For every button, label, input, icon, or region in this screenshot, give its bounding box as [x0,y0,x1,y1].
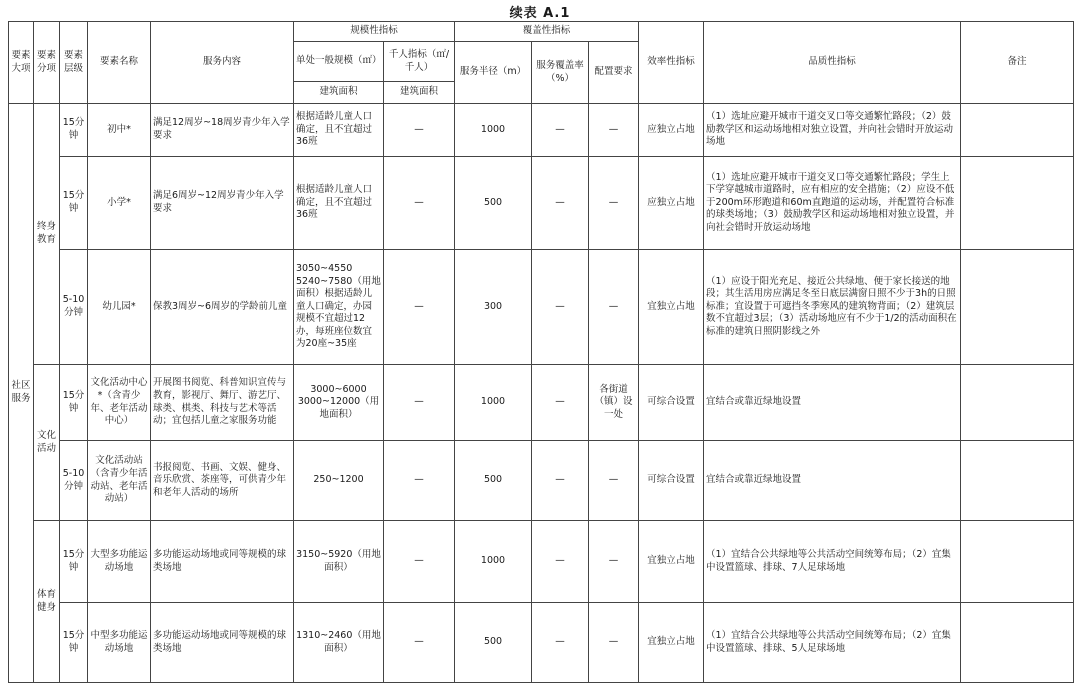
radius-cell: 1000 [455,521,532,603]
config-cell: — [589,521,639,603]
service-cell: 保教3周岁~6周岁的学龄前儿童 [151,250,294,365]
quality-cell: 宜结合或靠近绿地设置 [704,365,961,441]
config-cell: — [589,157,639,250]
scale-cell: 3000~6000 3000~12000（用地面积） [294,365,384,441]
quality-cell: （1）选址应避开城市干道交叉口等交通繁忙路段；学生上下学穿越城市道路时，应有相应的安全措施；（2）应设不低于200m环形跑道和60m直跑道的运动场，并配置符合标准的球类场地；（3）鼓励教学区和运动场地相对独立设置，并向社会错时开放运动场地 [704,157,961,250]
quality-cell: （1）宜结合公共绿地等公共活动空间统筹布局；（2）宜集中设置篮球、排球、5人足球场地 [704,603,961,683]
scale-cell: 根据适龄儿童人口确定，且不宜超过36班 [294,104,384,157]
header-scale-group: 规模性指标 [294,22,455,42]
coverage-cell: — [532,521,589,603]
header-coverage-rate: 服务覆盖率（%） [532,42,589,104]
header-service: 服务内容 [151,22,294,104]
remark-cell [961,441,1074,521]
level-cell: 15分钟 [60,603,88,683]
table-row [9,250,1074,365]
table-title: 续表 A.1 [509,6,571,21]
group-sports: 体育健身 [34,521,60,683]
quality-cell: 宜结合或靠近绿地设置 [704,441,961,521]
efficiency-cell: 可综合设置 [639,365,704,441]
level-cell: 15分钟 [60,521,88,603]
per-thousand-cell: — [384,365,455,441]
remark-cell [961,521,1074,603]
table-row [9,104,1074,157]
per-thousand-cell: — [384,521,455,603]
group-culture: 文化活动 [34,365,60,521]
efficiency-cell: 宜独立占地 [639,603,704,683]
level-cell: 15分钟 [60,157,88,250]
per-thousand-cell: — [384,603,455,683]
table-row [9,521,1074,603]
service-cell: 多功能运动场地或同等规模的球类场地 [151,521,294,603]
header-major: 要素大项 [9,22,34,104]
scale-cell: 250~1200 [294,441,384,521]
scale-cell: 3050~4550 5240~7580（用地面积）根据适龄儿童人口确定，办园规模不宜超过12办，每班座位数宜为20座~35座 [294,250,384,365]
header-remarks: 备注 [961,22,1074,104]
header-level: 要素层级 [60,22,88,104]
coverage-cell: — [532,157,589,250]
level-cell: 15分钟 [60,104,88,157]
table-row [9,441,1074,521]
level-cell: 15分钟 [60,365,88,441]
header-quality: 品质性指标 [704,22,961,104]
coverage-cell: — [532,365,589,441]
table-row [9,157,1074,250]
per-thousand-cell: — [384,104,455,157]
table-row [9,603,1074,683]
name-cell: 文化活动站（含青少年活动站、老年活动站） [88,441,151,521]
config-cell: — [589,104,639,157]
header-sub: 要素分项 [34,22,60,104]
service-cell: 书报阅览、书画、文娱、健身、音乐欣赏、茶座等，可供青少年和老年人活动的场所 [151,441,294,521]
config-cell: 各街道（镇）设一处 [589,365,639,441]
service-cell: 满足6周岁~12周岁青少年入学要求 [151,157,294,250]
radius-cell: 1000 [455,104,532,157]
header-building-area: 建筑面积 [294,82,384,104]
service-cell: 满足12周岁~18周岁青少年入学要求 [151,104,294,157]
efficiency-cell: 可综合设置 [639,441,704,521]
radius-cell: 500 [455,441,532,521]
radius-cell: 1000 [455,365,532,441]
radius-cell: 500 [455,157,532,250]
service-cell: 多功能运动场地或同等规模的球类场地 [151,603,294,683]
efficiency-cell: 宜独立占地 [639,521,704,603]
config-cell: — [589,441,639,521]
header-radius: 服务半径（m） [455,42,532,104]
quality-cell: （1）宜结合公共绿地等公共活动空间统筹布局；（2）宜集中设置篮球、排球、7人足球场地 [704,521,961,603]
major-category-cell: 社区服务 [9,104,34,683]
remark-cell [961,104,1074,157]
name-cell: 幼儿园* [88,250,151,365]
header-efficiency: 效率性指标 [639,22,704,104]
scale-cell: 3150~5920（用地面积） [294,521,384,603]
per-thousand-cell: — [384,157,455,250]
per-thousand-cell: — [384,250,455,365]
remark-cell [961,365,1074,441]
name-cell: 文化活动中心*（含青少年、老年活动中心） [88,365,151,441]
name-cell: 大型多功能运动场地 [88,521,151,603]
header-single-scale: 单处一般规模（㎡） [294,42,384,82]
header-config: 配置要求 [589,42,639,104]
quality-cell: （1）应设于阳光充足、接近公共绿地、便于家长接送的地段；其生活用房应满足冬至日底层满窗日照不少于3h的日照标准；宜设置于可遮挡冬季寒风的建筑物背面；（2）建筑层数不宜超过3层；（3）活动场地应有不少于1/2的活动面积在标准的建筑日照阴影线之外 [704,250,961,365]
coverage-cell: — [532,104,589,157]
group-education: 终身教育 [34,104,60,365]
level-cell: 5-10分钟 [60,441,88,521]
config-cell: — [589,603,639,683]
header-name: 要素名称 [88,22,151,104]
header-building-area-2: 建筑面积 [384,82,455,104]
efficiency-cell: 应独立占地 [639,157,704,250]
remark-cell [961,250,1074,365]
per-thousand-cell: — [384,441,455,521]
level-cell: 5-10分钟 [60,250,88,365]
name-cell: 初中* [88,104,151,157]
radius-cell: 300 [455,250,532,365]
table-row [9,365,1074,441]
radius-cell: 500 [455,603,532,683]
name-cell: 小学* [88,157,151,250]
facility-table [8,21,1074,683]
scale-cell: 1310~2460（用地面积） [294,603,384,683]
remark-cell [961,603,1074,683]
quality-cell: （1）选址应避开城市干道交叉口等交通繁忙路段；（2）鼓励教学区和运动场地相对独立设置，并向社会错时开放运动场地 [704,104,961,157]
coverage-cell: — [532,603,589,683]
coverage-cell: — [532,441,589,521]
remark-cell [961,157,1074,250]
name-cell: 中型多功能运动场地 [88,603,151,683]
header-coverage-group: 覆盖性指标 [455,22,639,42]
efficiency-cell: 应独立占地 [639,104,704,157]
service-cell: 开展图书阅览、科普知识宣传与教育，影视厅、舞厅、游艺厅、球类、棋类、科技与艺术等活动；宜包括儿童之家服务功能 [151,365,294,441]
header-per-thousand: 千人指标（㎡/千人） [384,42,455,82]
efficiency-cell: 宜独立占地 [639,250,704,365]
config-cell: — [589,250,639,365]
coverage-cell: — [532,250,589,365]
scale-cell: 根据适龄儿童人口确定，且不宜超过36班 [294,157,384,250]
